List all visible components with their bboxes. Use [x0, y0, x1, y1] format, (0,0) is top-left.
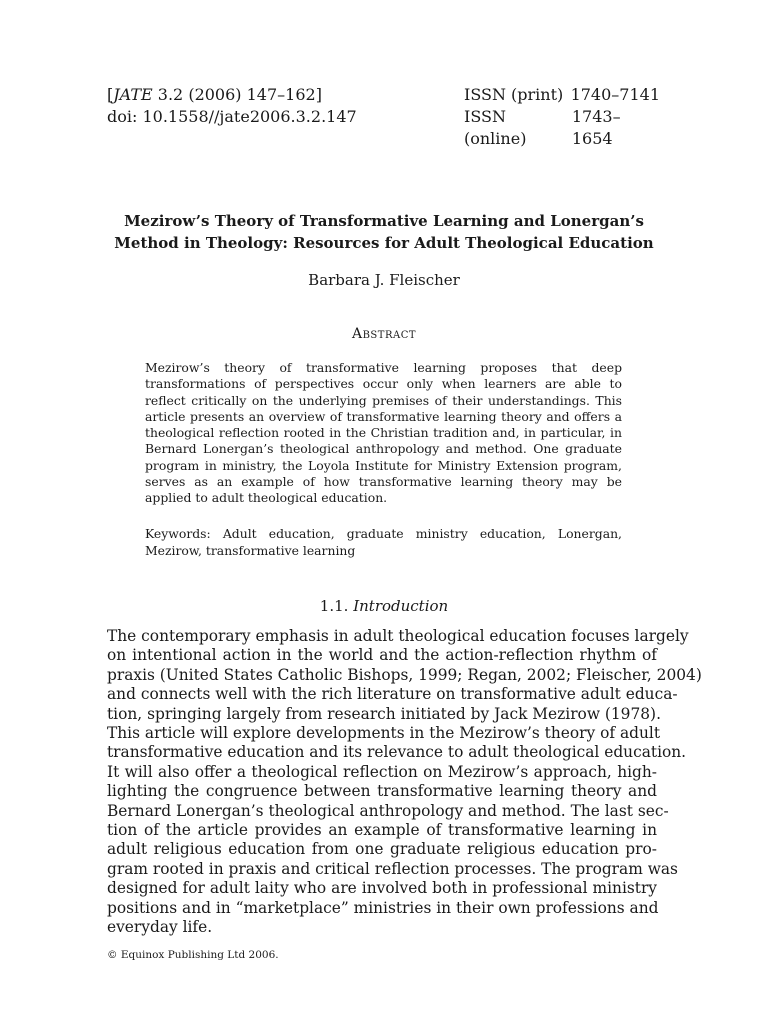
issn-online-value: 1743–1654	[571, 107, 621, 148]
journal-header	[107, 84, 660, 150]
issn-block	[464, 84, 660, 150]
section-title: Introduction	[353, 597, 449, 615]
body-line: on intentional action in the world and the action-reflection rhythm of	[107, 646, 657, 665]
issn-online-label: ISSN (online)	[464, 107, 527, 148]
body-line: praxis (United States Catholic Bishops, 1999; Regan, 2002; Fleischer, 2004)	[107, 665, 702, 684]
article-title	[100, 210, 668, 254]
body-line: tion, springing largely from research initiated by Jack Mezirow (1978).	[107, 704, 661, 723]
issn-print-label: ISSN (print)	[464, 85, 564, 104]
issn-print-row	[464, 84, 660, 106]
journal-citation	[107, 84, 357, 106]
copyright-notice: © Equinox Publishing Ltd 2006.	[107, 949, 279, 961]
citation-block	[107, 84, 357, 150]
abstract-text: Mezirow’s theory of transformative learning proposes that deep transformations of perspectives occur only when learners are able to reflect critically on the underlying premises of their understandings. This article presents an overview of transformative learning theory and offers a theological reflection rooted in the Christian tradition and, in particular, in Bernard Lonergan’s theological anthropology and method. One graduate program in ministry, the Loyola Institute for Ministry Extension program, serves as an example of how transformative learning theory may be applied to adult theological education.	[145, 360, 622, 506]
body-line: It will also offer a theological reflection on Mezirow’s approach, high-	[107, 762, 657, 781]
body-line: tion of the article provides an example of transformative learning in	[107, 821, 657, 840]
article-title-line-2: Method in Theology: Resources for Adult Theological Education	[114, 234, 654, 252]
issn-print-value: 1740–7141	[570, 85, 660, 104]
article-author: Barbara J. Fleischer	[308, 271, 460, 289]
citation-bracket: [	[107, 85, 114, 104]
body-line: designed for adult laity who are involved both in professional ministry	[107, 879, 657, 898]
body-line: and connects well with the rich literature on transformative adult educa-	[107, 685, 678, 704]
body-line: This article will explore developments in the Mezirow’s theory of adult	[107, 724, 661, 743]
body-line: The contemporary emphasis in adult theological education focuses largely	[107, 627, 689, 645]
issn-online-row	[464, 106, 660, 150]
citation-volume-pages: 3.2 (2006) 147–162]	[152, 85, 322, 104]
body-line: adult religious education from one graduate religious education pro-	[107, 840, 657, 859]
article-title-line-1: Mezirow’s Theory of Transformative Learning and Lonergan’s	[124, 212, 644, 230]
journal-abbrev: JATE	[113, 85, 153, 104]
body-line: Bernard Lonergan’s theological anthropology and method. The last sec-	[107, 801, 669, 820]
body-paragraph	[107, 627, 702, 938]
doi: doi: 10.1558//jate2006.3.2.147	[107, 107, 357, 126]
body-line: lighting the congruence between transformative learning theory and	[107, 782, 657, 801]
section-heading	[0, 597, 768, 615]
body-line: gram rooted in praxis and critical reflection processes. The program was	[107, 859, 678, 878]
body-line: everyday life.	[107, 918, 213, 937]
abstract-heading: Abstract	[351, 326, 417, 342]
section-number: 1.1.	[319, 597, 349, 615]
body-line: transformative education and its relevance to adult theological education.	[107, 743, 687, 762]
body-line: positions and in “marketplace” ministries in their own professions and	[107, 898, 659, 917]
keywords: Keywords: Adult education, graduate ministry education, Lonergan, Mezirow, transformative learning	[145, 526, 622, 558]
